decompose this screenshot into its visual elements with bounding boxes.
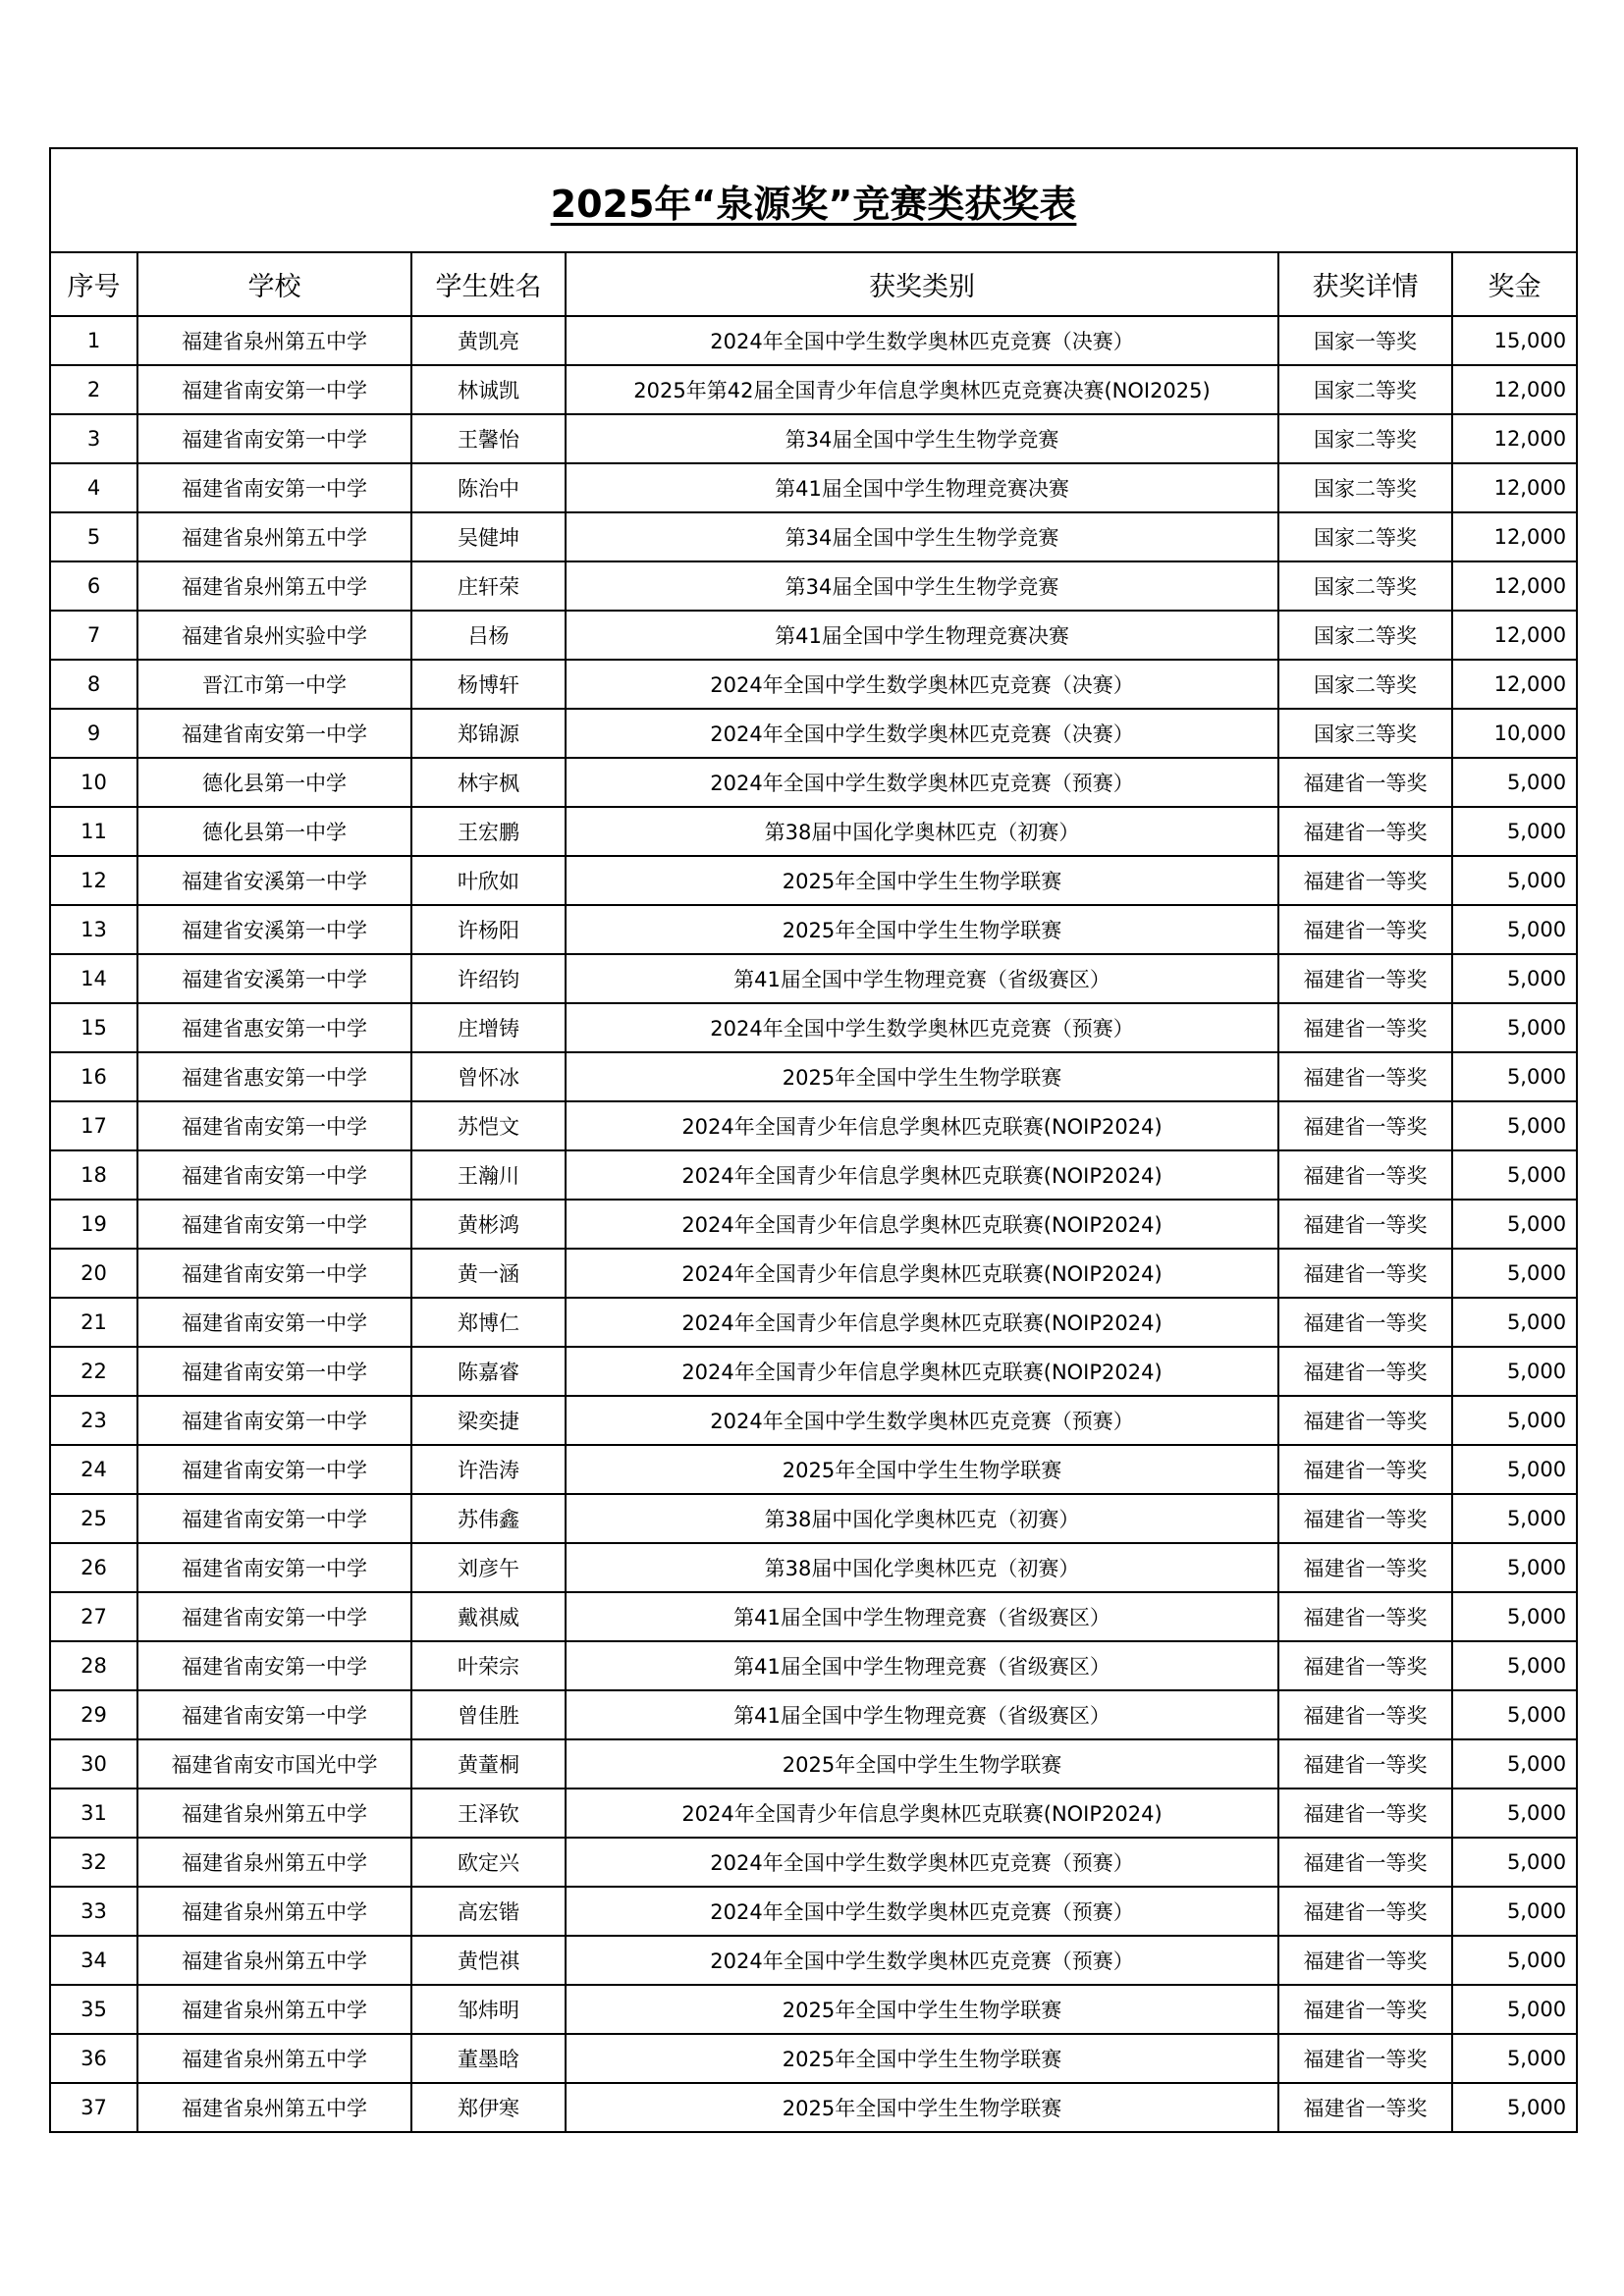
- cell-index: 7: [50, 611, 137, 660]
- cell-student-name: 欧定兴: [411, 1838, 566, 1887]
- cell-prize-money: 12,000: [1452, 561, 1577, 611]
- cell-award-category: 2024年全国中学生数学奥林匹克竞赛（预赛）: [566, 1936, 1278, 1985]
- table-row: [50, 1347, 1577, 1396]
- cell-award-detail: 福建省一等奖: [1278, 1347, 1452, 1396]
- cell-prize-money: 5,000: [1452, 1739, 1577, 1789]
- table-title-cell: [50, 148, 1577, 252]
- cell-award-category: 2024年全国青少年信息学奥林匹克联赛(NOIP2024): [566, 1789, 1278, 1838]
- award-table: [49, 147, 1578, 2133]
- cell-index: 36: [50, 2034, 137, 2083]
- cell-award-category: 第34届全国中学生生物学竞赛: [566, 512, 1278, 561]
- cell-index: 13: [50, 905, 137, 954]
- cell-award-detail: 福建省一等奖: [1278, 1789, 1452, 1838]
- cell-student-name: 黄蕫桐: [411, 1739, 566, 1789]
- cell-index: 35: [50, 1985, 137, 2034]
- cell-prize-money: 5,000: [1452, 1641, 1577, 1690]
- table-row: [50, 905, 1577, 954]
- cell-student-name: 刘彦午: [411, 1543, 566, 1592]
- cell-index: 11: [50, 807, 137, 856]
- table-row: [50, 1052, 1577, 1101]
- cell-prize-money: 5,000: [1452, 1838, 1577, 1887]
- cell-award-category: 2024年全国中学生数学奥林匹克竞赛（预赛）: [566, 1003, 1278, 1052]
- cell-student-name: 吕杨: [411, 611, 566, 660]
- cell-award-category: 第41届全国中学生物理竞赛（省级赛区）: [566, 1641, 1278, 1690]
- cell-award-detail: 福建省一等奖: [1278, 1494, 1452, 1543]
- table-row: [50, 1641, 1577, 1690]
- cell-award-detail: 福建省一等奖: [1278, 1150, 1452, 1200]
- cell-prize-money: 5,000: [1452, 1887, 1577, 1936]
- cell-award-category: 2025年全国中学生生物学联赛: [566, 2083, 1278, 2132]
- cell-school: 福建省南安第一中学: [137, 1249, 411, 1298]
- table-row: [50, 1396, 1577, 1445]
- cell-award-category: 2024年全国青少年信息学奥林匹克联赛(NOIP2024): [566, 1200, 1278, 1249]
- cell-prize-money: 5,000: [1452, 1985, 1577, 2034]
- cell-award-category: 第41届全国中学生物理竞赛（省级赛区）: [566, 954, 1278, 1003]
- table-row: [50, 954, 1577, 1003]
- cell-award-category: 2024年全国中学生数学奥林匹克竞赛（决赛）: [566, 709, 1278, 758]
- table-row: [50, 1739, 1577, 1789]
- cell-school: 福建省泉州第五中学: [137, 316, 411, 365]
- cell-index: 15: [50, 1003, 137, 1052]
- cell-school: 福建省南安市国光中学: [137, 1739, 411, 1789]
- cell-student-name: 郑伊寒: [411, 2083, 566, 2132]
- cell-prize-money: 5,000: [1452, 1936, 1577, 1985]
- cell-student-name: 叶荣宗: [411, 1641, 566, 1690]
- cell-award-detail: 福建省一等奖: [1278, 1592, 1452, 1641]
- cell-index: 19: [50, 1200, 137, 1249]
- cell-student-name: 庄轩荣: [411, 561, 566, 611]
- cell-index: 3: [50, 414, 137, 463]
- cell-prize-money: 5,000: [1452, 1396, 1577, 1445]
- table-row: [50, 1249, 1577, 1298]
- cell-school: 福建省南安第一中学: [137, 463, 411, 512]
- cell-school: 福建省南安第一中学: [137, 1150, 411, 1200]
- cell-award-category: 2024年全国青少年信息学奥林匹克联赛(NOIP2024): [566, 1298, 1278, 1347]
- table-row: [50, 807, 1577, 856]
- table-row: [50, 1936, 1577, 1985]
- cell-award-detail: 福建省一等奖: [1278, 1445, 1452, 1494]
- cell-index: 18: [50, 1150, 137, 1200]
- cell-award-detail: 福建省一等奖: [1278, 1936, 1452, 1985]
- cell-school: 福建省南安第一中学: [137, 1298, 411, 1347]
- cell-award-detail: 福建省一等奖: [1278, 758, 1452, 807]
- cell-award-category: 2024年全国中学生数学奥林匹克竞赛（决赛）: [566, 660, 1278, 709]
- cell-school: 福建省泉州第五中学: [137, 512, 411, 561]
- cell-award-detail: 福建省一等奖: [1278, 1249, 1452, 1298]
- cell-student-name: 苏伟鑫: [411, 1494, 566, 1543]
- cell-award-detail: 国家二等奖: [1278, 414, 1452, 463]
- cell-school: 福建省南安第一中学: [137, 1543, 411, 1592]
- cell-prize-money: 5,000: [1452, 1150, 1577, 1200]
- cell-prize-money: 12,000: [1452, 365, 1577, 414]
- cell-student-name: 黄恺祺: [411, 1936, 566, 1985]
- table-row: [50, 1150, 1577, 1200]
- cell-school: 福建省惠安第一中学: [137, 1003, 411, 1052]
- cell-prize-money: 15,000: [1452, 316, 1577, 365]
- cell-index: 16: [50, 1052, 137, 1101]
- cell-index: 2: [50, 365, 137, 414]
- cell-school: 福建省南安第一中学: [137, 1592, 411, 1641]
- cell-school: 福建省泉州第五中学: [137, 2034, 411, 2083]
- table-row: [50, 365, 1577, 414]
- cell-school: 福建省安溪第一中学: [137, 856, 411, 905]
- cell-school: 福建省南安第一中学: [137, 1445, 411, 1494]
- cell-index: 29: [50, 1690, 137, 1739]
- cell-award-category: 第34届全国中学生生物学竞赛: [566, 561, 1278, 611]
- cell-school: 福建省南安第一中学: [137, 1494, 411, 1543]
- cell-school: 福建省南安第一中学: [137, 709, 411, 758]
- cell-index: 12: [50, 856, 137, 905]
- table-row: [50, 316, 1577, 365]
- cell-prize-money: 5,000: [1452, 954, 1577, 1003]
- table-row: [50, 1101, 1577, 1150]
- cell-index: 21: [50, 1298, 137, 1347]
- cell-award-detail: 国家二等奖: [1278, 512, 1452, 561]
- header-row: [50, 252, 1577, 316]
- cell-prize-money: 5,000: [1452, 1494, 1577, 1543]
- cell-award-detail: 福建省一等奖: [1278, 1985, 1452, 2034]
- cell-award-category: 2024年全国中学生数学奥林匹克竞赛（预赛）: [566, 758, 1278, 807]
- cell-award-category: 第41届全国中学生物理竞赛（省级赛区）: [566, 1592, 1278, 1641]
- cell-award-category: 2024年全国青少年信息学奥林匹克联赛(NOIP2024): [566, 1101, 1278, 1150]
- table-row: [50, 1200, 1577, 1249]
- cell-prize-money: 5,000: [1452, 905, 1577, 954]
- cell-prize-money: 5,000: [1452, 1789, 1577, 1838]
- cell-index: 31: [50, 1789, 137, 1838]
- cell-award-detail: 福建省一等奖: [1278, 1052, 1452, 1101]
- cell-school: 福建省安溪第一中学: [137, 905, 411, 954]
- cell-prize-money: 5,000: [1452, 856, 1577, 905]
- cell-award-category: 第38届中国化学奥林匹克（初赛）: [566, 807, 1278, 856]
- cell-school: 福建省泉州第五中学: [137, 561, 411, 611]
- cell-school: 福建省泉州第五中学: [137, 1838, 411, 1887]
- cell-award-category: 2024年全国中学生数学奥林匹克竞赛（预赛）: [566, 1396, 1278, 1445]
- table-row: [50, 1690, 1577, 1739]
- cell-student-name: 王宏鹏: [411, 807, 566, 856]
- cell-award-category: 2024年全国中学生数学奥林匹克竞赛（预赛）: [566, 1887, 1278, 1936]
- cell-student-name: 曾佳胜: [411, 1690, 566, 1739]
- cell-award-category: 2024年全国青少年信息学奥林匹克联赛(NOIP2024): [566, 1150, 1278, 1200]
- table-row: [50, 1494, 1577, 1543]
- cell-award-detail: 福建省一等奖: [1278, 2083, 1452, 2132]
- cell-award-detail: 福建省一等奖: [1278, 1887, 1452, 1936]
- cell-award-category: 2025年全国中学生生物学联赛: [566, 1985, 1278, 2034]
- cell-student-name: 曾怀冰: [411, 1052, 566, 1101]
- cell-award-category: 第41届全国中学生物理竞赛（省级赛区）: [566, 1690, 1278, 1739]
- cell-student-name: 黄一涵: [411, 1249, 566, 1298]
- cell-student-name: 黄彬鸿: [411, 1200, 566, 1249]
- cell-prize-money: 5,000: [1452, 758, 1577, 807]
- table-row: [50, 709, 1577, 758]
- cell-award-category: 2025年全国中学生生物学联赛: [566, 1739, 1278, 1789]
- cell-prize-money: 5,000: [1452, 1690, 1577, 1739]
- table-row: [50, 1445, 1577, 1494]
- cell-index: 26: [50, 1543, 137, 1592]
- cell-prize-money: 12,000: [1452, 660, 1577, 709]
- cell-student-name: 庄增铸: [411, 1003, 566, 1052]
- table-row: [50, 512, 1577, 561]
- cell-index: 14: [50, 954, 137, 1003]
- cell-award-category: 第34届全国中学生生物学竞赛: [566, 414, 1278, 463]
- header-index: 序号: [50, 252, 137, 316]
- cell-index: 28: [50, 1641, 137, 1690]
- cell-award-detail: 福建省一等奖: [1278, 1641, 1452, 1690]
- cell-school: 福建省安溪第一中学: [137, 954, 411, 1003]
- table-row: [50, 856, 1577, 905]
- cell-index: 37: [50, 2083, 137, 2132]
- cell-award-detail: 国家二等奖: [1278, 463, 1452, 512]
- cell-prize-money: 5,000: [1452, 807, 1577, 856]
- cell-school: 福建省南安第一中学: [137, 1200, 411, 1249]
- cell-student-name: 邹炜明: [411, 1985, 566, 2034]
- cell-school: 福建省泉州实验中学: [137, 611, 411, 660]
- header-award-category: 获奖类别: [566, 252, 1278, 316]
- cell-award-detail: 国家二等奖: [1278, 561, 1452, 611]
- cell-student-name: 许绍钧: [411, 954, 566, 1003]
- cell-student-name: 黄凯亮: [411, 316, 566, 365]
- header-student-name: 学生姓名: [411, 252, 566, 316]
- cell-school: 福建省泉州第五中学: [137, 1985, 411, 2034]
- cell-award-detail: 福建省一等奖: [1278, 1543, 1452, 1592]
- cell-award-detail: 福建省一等奖: [1278, 1101, 1452, 1150]
- cell-index: 8: [50, 660, 137, 709]
- cell-prize-money: 5,000: [1452, 1101, 1577, 1150]
- cell-index: 6: [50, 561, 137, 611]
- table-row: [50, 1592, 1577, 1641]
- cell-index: 22: [50, 1347, 137, 1396]
- table-row: [50, 2034, 1577, 2083]
- table-row: [50, 611, 1577, 660]
- cell-award-category: 第41届全国中学生物理竞赛决赛: [566, 463, 1278, 512]
- cell-index: 33: [50, 1887, 137, 1936]
- cell-index: 25: [50, 1494, 137, 1543]
- cell-award-category: 2025年第42届全国青少年信息学奥林匹克竞赛决赛(NOI2025): [566, 365, 1278, 414]
- table-row: [50, 2083, 1577, 2132]
- cell-school: 福建省南安第一中学: [137, 1641, 411, 1690]
- cell-index: 10: [50, 758, 137, 807]
- cell-student-name: 高宏锴: [411, 1887, 566, 1936]
- cell-prize-money: 5,000: [1452, 1249, 1577, 1298]
- cell-award-category: 2025年全国中学生生物学联赛: [566, 856, 1278, 905]
- cell-award-category: 2024年全国中学生数学奥林匹克竞赛（决赛）: [566, 316, 1278, 365]
- cell-school: 福建省南安第一中学: [137, 414, 411, 463]
- cell-award-detail: 国家二等奖: [1278, 660, 1452, 709]
- cell-student-name: 梁奕捷: [411, 1396, 566, 1445]
- cell-award-detail: 国家三等奖: [1278, 709, 1452, 758]
- table-row: [50, 1298, 1577, 1347]
- cell-student-name: 董墨晗: [411, 2034, 566, 2083]
- title-row: [50, 148, 1577, 252]
- cell-award-category: 2024年全国青少年信息学奥林匹克联赛(NOIP2024): [566, 1249, 1278, 1298]
- table-row: [50, 660, 1577, 709]
- cell-student-name: 吴健坤: [411, 512, 566, 561]
- cell-student-name: 叶欣如: [411, 856, 566, 905]
- cell-school: 德化县第一中学: [137, 758, 411, 807]
- cell-index: 34: [50, 1936, 137, 1985]
- cell-index: 17: [50, 1101, 137, 1150]
- cell-award-category: 2025年全国中学生生物学联赛: [566, 1052, 1278, 1101]
- cell-school: 福建省泉州第五中学: [137, 1887, 411, 1936]
- cell-student-name: 戴祺威: [411, 1592, 566, 1641]
- cell-school: 晋江市第一中学: [137, 660, 411, 709]
- cell-index: 32: [50, 1838, 137, 1887]
- table-row: [50, 758, 1577, 807]
- cell-prize-money: 5,000: [1452, 1543, 1577, 1592]
- cell-student-name: 许浩涛: [411, 1445, 566, 1494]
- header-award-detail: 获奖详情: [1278, 252, 1452, 316]
- cell-prize-money: 5,000: [1452, 1003, 1577, 1052]
- cell-student-name: 林诚凯: [411, 365, 566, 414]
- cell-award-detail: 福建省一等奖: [1278, 1739, 1452, 1789]
- cell-award-detail: 福建省一等奖: [1278, 1690, 1452, 1739]
- cell-prize-money: 12,000: [1452, 611, 1577, 660]
- cell-school: 福建省惠安第一中学: [137, 1052, 411, 1101]
- cell-student-name: 陈治中: [411, 463, 566, 512]
- cell-prize-money: 5,000: [1452, 1200, 1577, 1249]
- cell-award-detail: 福建省一等奖: [1278, 905, 1452, 954]
- cell-award-category: 第38届中国化学奥林匹克（初赛）: [566, 1494, 1278, 1543]
- cell-prize-money: 12,000: [1452, 414, 1577, 463]
- cell-award-detail: 福建省一等奖: [1278, 2034, 1452, 2083]
- table-row: [50, 1985, 1577, 2034]
- cell-index: 24: [50, 1445, 137, 1494]
- cell-school: 福建省泉州第五中学: [137, 2083, 411, 2132]
- cell-index: 23: [50, 1396, 137, 1445]
- cell-school: 福建省南安第一中学: [137, 1101, 411, 1150]
- cell-award-detail: 福建省一等奖: [1278, 1838, 1452, 1887]
- cell-student-name: 林宇枫: [411, 758, 566, 807]
- cell-school: 福建省泉州第五中学: [137, 1936, 411, 1985]
- cell-school: 福建省泉州第五中学: [137, 1789, 411, 1838]
- table-row: [50, 1543, 1577, 1592]
- cell-index: 20: [50, 1249, 137, 1298]
- cell-award-detail: 福建省一等奖: [1278, 856, 1452, 905]
- cell-award-category: 2025年全国中学生生物学联赛: [566, 1445, 1278, 1494]
- cell-index: 27: [50, 1592, 137, 1641]
- cell-award-detail: 福建省一等奖: [1278, 807, 1452, 856]
- cell-award-detail: 国家二等奖: [1278, 611, 1452, 660]
- cell-prize-money: 5,000: [1452, 1298, 1577, 1347]
- cell-school: 福建省南安第一中学: [137, 1690, 411, 1739]
- cell-award-category: 2025年全国中学生生物学联赛: [566, 905, 1278, 954]
- header-school: 学校: [137, 252, 411, 316]
- cell-student-name: 王瀚川: [411, 1150, 566, 1200]
- cell-school: 福建省南安第一中学: [137, 365, 411, 414]
- table-row: [50, 1887, 1577, 1936]
- cell-prize-money: 10,000: [1452, 709, 1577, 758]
- cell-student-name: 陈嘉睿: [411, 1347, 566, 1396]
- cell-index: 4: [50, 463, 137, 512]
- cell-student-name: 郑博仁: [411, 1298, 566, 1347]
- cell-award-detail: 福建省一等奖: [1278, 1396, 1452, 1445]
- table-row: [50, 1003, 1577, 1052]
- cell-award-category: 2025年全国中学生生物学联赛: [566, 2034, 1278, 2083]
- header-prize-money: 奖金: [1452, 252, 1577, 316]
- table-row: [50, 414, 1577, 463]
- cell-award-category: 第41届全国中学生物理竞赛决赛: [566, 611, 1278, 660]
- cell-student-name: 王泽钦: [411, 1789, 566, 1838]
- cell-prize-money: 5,000: [1452, 2034, 1577, 2083]
- cell-index: 30: [50, 1739, 137, 1789]
- cell-prize-money: 5,000: [1452, 1052, 1577, 1101]
- cell-prize-money: 5,000: [1452, 2083, 1577, 2132]
- cell-school: 福建省南安第一中学: [137, 1396, 411, 1445]
- cell-award-category: 2024年全国青少年信息学奥林匹克联赛(NOIP2024): [566, 1347, 1278, 1396]
- cell-student-name: 杨博轩: [411, 660, 566, 709]
- table-row: [50, 1838, 1577, 1887]
- cell-prize-money: 5,000: [1452, 1592, 1577, 1641]
- cell-index: 5: [50, 512, 137, 561]
- cell-student-name: 郑锦源: [411, 709, 566, 758]
- cell-index: 1: [50, 316, 137, 365]
- cell-prize-money: 12,000: [1452, 512, 1577, 561]
- cell-student-name: 苏恺文: [411, 1101, 566, 1150]
- cell-prize-money: 12,000: [1452, 463, 1577, 512]
- cell-award-detail: 福建省一等奖: [1278, 1200, 1452, 1249]
- cell-award-detail: 福建省一等奖: [1278, 954, 1452, 1003]
- cell-school: 德化县第一中学: [137, 807, 411, 856]
- cell-award-detail: 福建省一等奖: [1278, 1003, 1452, 1052]
- cell-student-name: 王馨怡: [411, 414, 566, 463]
- cell-student-name: 许杨阳: [411, 905, 566, 954]
- cell-award-detail: 国家一等奖: [1278, 316, 1452, 365]
- table-body: [50, 316, 1577, 2132]
- cell-prize-money: 5,000: [1452, 1347, 1577, 1396]
- table-row: [50, 463, 1577, 512]
- cell-award-category: 2024年全国中学生数学奥林匹克竞赛（预赛）: [566, 1838, 1278, 1887]
- table-title: 2025年“泉源奖”竞赛类获奖表: [550, 182, 1077, 226]
- table-row: [50, 561, 1577, 611]
- cell-award-detail: 国家二等奖: [1278, 365, 1452, 414]
- cell-index: 9: [50, 709, 137, 758]
- cell-award-category: 第38届中国化学奥林匹克（初赛）: [566, 1543, 1278, 1592]
- cell-award-detail: 福建省一等奖: [1278, 1298, 1452, 1347]
- cell-prize-money: 5,000: [1452, 1445, 1577, 1494]
- cell-school: 福建省南安第一中学: [137, 1347, 411, 1396]
- table-row: [50, 1789, 1577, 1838]
